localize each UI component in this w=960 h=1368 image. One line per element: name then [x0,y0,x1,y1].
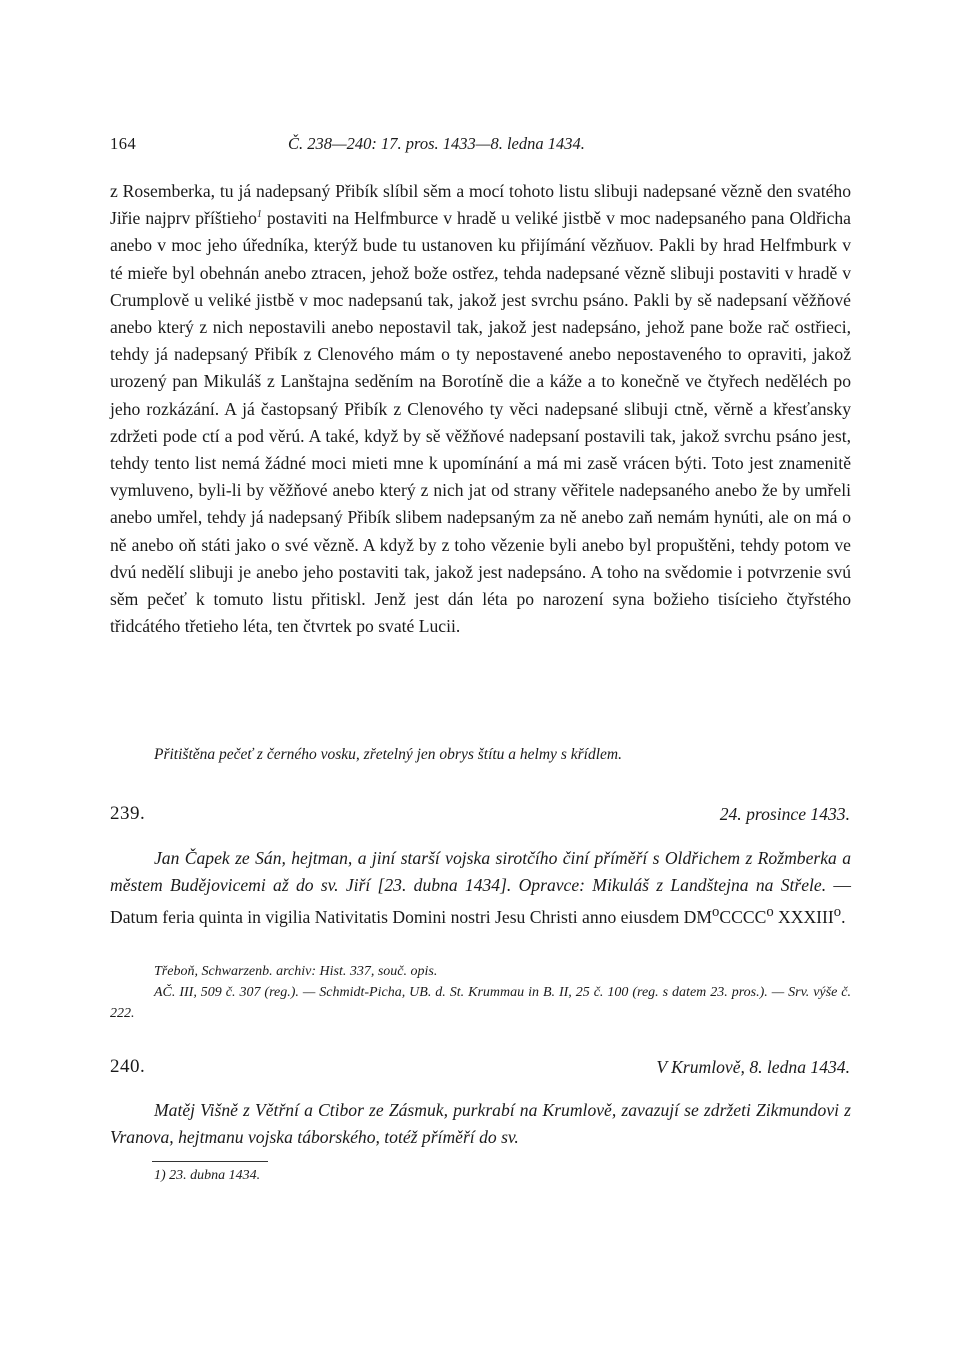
doc-239-date: 24. prosince 1433. [719,804,850,824]
doc-239-roman-1: CCCC [719,907,767,928]
doc-239-source-1: Třeboň, Schwarzenb. archiv: Hist. 337, souč. opis. [154,964,438,979]
footnote: 1) 23. dubna 1434. [154,1168,261,1183]
main-text [110,178,851,640]
main-text-part-1: z Rosemberka, tu já nadepsaný Přibík slíbil sěm a mocí tohoto listu slibuji nadepsané vězně den svatého Jiřie najprv příštieho [110,181,851,229]
doc-239-sup-1: o [712,904,720,921]
footnote-rule [152,1161,268,1162]
doc-239-source-2: AČ. III, 509 č. 307 (reg.). — Schmidt-Picha, UB. d. St. Krummau in B. II, 25 č. 100 (reg. s datem 23. pros.). — Srv. výše č. 222. [110,985,851,1021]
doc-239-sup-2: o [766,904,774,921]
doc-239-dating: — Datum feria quinta in vigilia Nativitatis Domini nostri Jesu Christi anno eiusdem DM [110,875,852,928]
doc-239-roman-2: XXXIII [773,907,834,928]
doc-239-sources [110,961,851,1024]
doc-240-date: V Krumlově, 8. ledna 1434. [656,1057,850,1077]
footnote-marker: 1 [256,209,262,221]
doc-239-regest-summary: Jan Čapek ze Sán, hejtman, a jiní starší vojska sirotčího činí příměří s Oldřichem z Rožmberka a městem Budějovicemi až do sv. Jiří [23. dubna 1434]. Opravce: Mikuláš z Landštejna na Střele. [110,848,851,896]
page-header [110,134,850,158]
doc-240-regest: Matěj Višně z Větřní a Ctibor ze Zásmuk, purkrabí na Krumlově, zavazují se zdržeti Zikmundovi z Vranova, hejtmanu vojska táborského, totéž příměří do sv. [110,1100,851,1148]
doc-239-regest [110,845,851,931]
doc-239-number: 239. [110,803,146,824]
doc-239-sup-3: o [833,904,842,921]
doc-240-number: 240. [110,1056,146,1077]
running-title: Č. 238—240: 17. pros. 1433—8. ledna 1434. [288,134,585,153]
doc-239-end: . [841,907,846,928]
seal-note: Přitištěna pečeť z černého vosku, zřetelný jen obrys štítu a helmy s křídlem. [154,746,622,763]
main-text-part-2: postaviti na Helfmburce v hradě u veliké jistbě v moc nadepsaného pana Oldřicha anebo v moc jeho úředníka, kterýž bude tu ustanoven ku přijímání vězňuov. Pakli by hrad Helfmburk v té mieře byl obehnán anebo ztracen, jehož bože ostřez, tehda nadepsané vězně slibuji postaviti v hradě v Crumplově u veliké jistbě v moc nadepsanú tak, jakož jest svrchu psáno. Pakli by sě nadepsaní věžňové anebo který z nich nepostavili anebo nepostavil tak, jakož jest nadepsáno, jehož pane bože rač ostřieci, tehdy já nadepsaný Přibík z Clenového mám o ty nepostavené anebo nepostaveného to opraviti, jakož urozený pan Mikuláš z Lanštajna seděním na Borotíně die a káže a to konečně ve čtyřech neděléch po jeho rozkázání. A já častopsaný Přibík z Clenového ty věci nadepsané slibuji ctně, věrně a křesťansky zdržeti pode ctí a pod věrú. A také, když by sě věžňové nadepsaní postavili tak, jakož svrchu psáno jest, tehdy tento list nemá žádné moci mieti mne k upomínání a má mi zasě vrácen býti. Toto jest znamenitě vymluveno, byli-li by věžňové anebo který z nich jat od strany věřitele nadepsaného anebo že by umřeli anebo umřel, tehdy já nadepsaný Přibík slibem nadepsaným za ně anebo zaň nemám hynúti, ale on má o ně anebo oň státi jako o své vězně. A když by z toho vězenie byli anebo byl propuštěni, tehdy potom ve dvú nedělí slibuji je anebo jeho postaviti tak, jakož jest nadepsáno. A toho na svědomie i potvrzenie svú sěm pečeť k tomuto listu přitiskl. Jenž jest dán léta po narození syna božieho tisícieho čtyřstého třidcátého třetieho léta, ten čtvrtek po svaté Lucii. [110,208,851,637]
page-number: 164 [110,134,137,153]
